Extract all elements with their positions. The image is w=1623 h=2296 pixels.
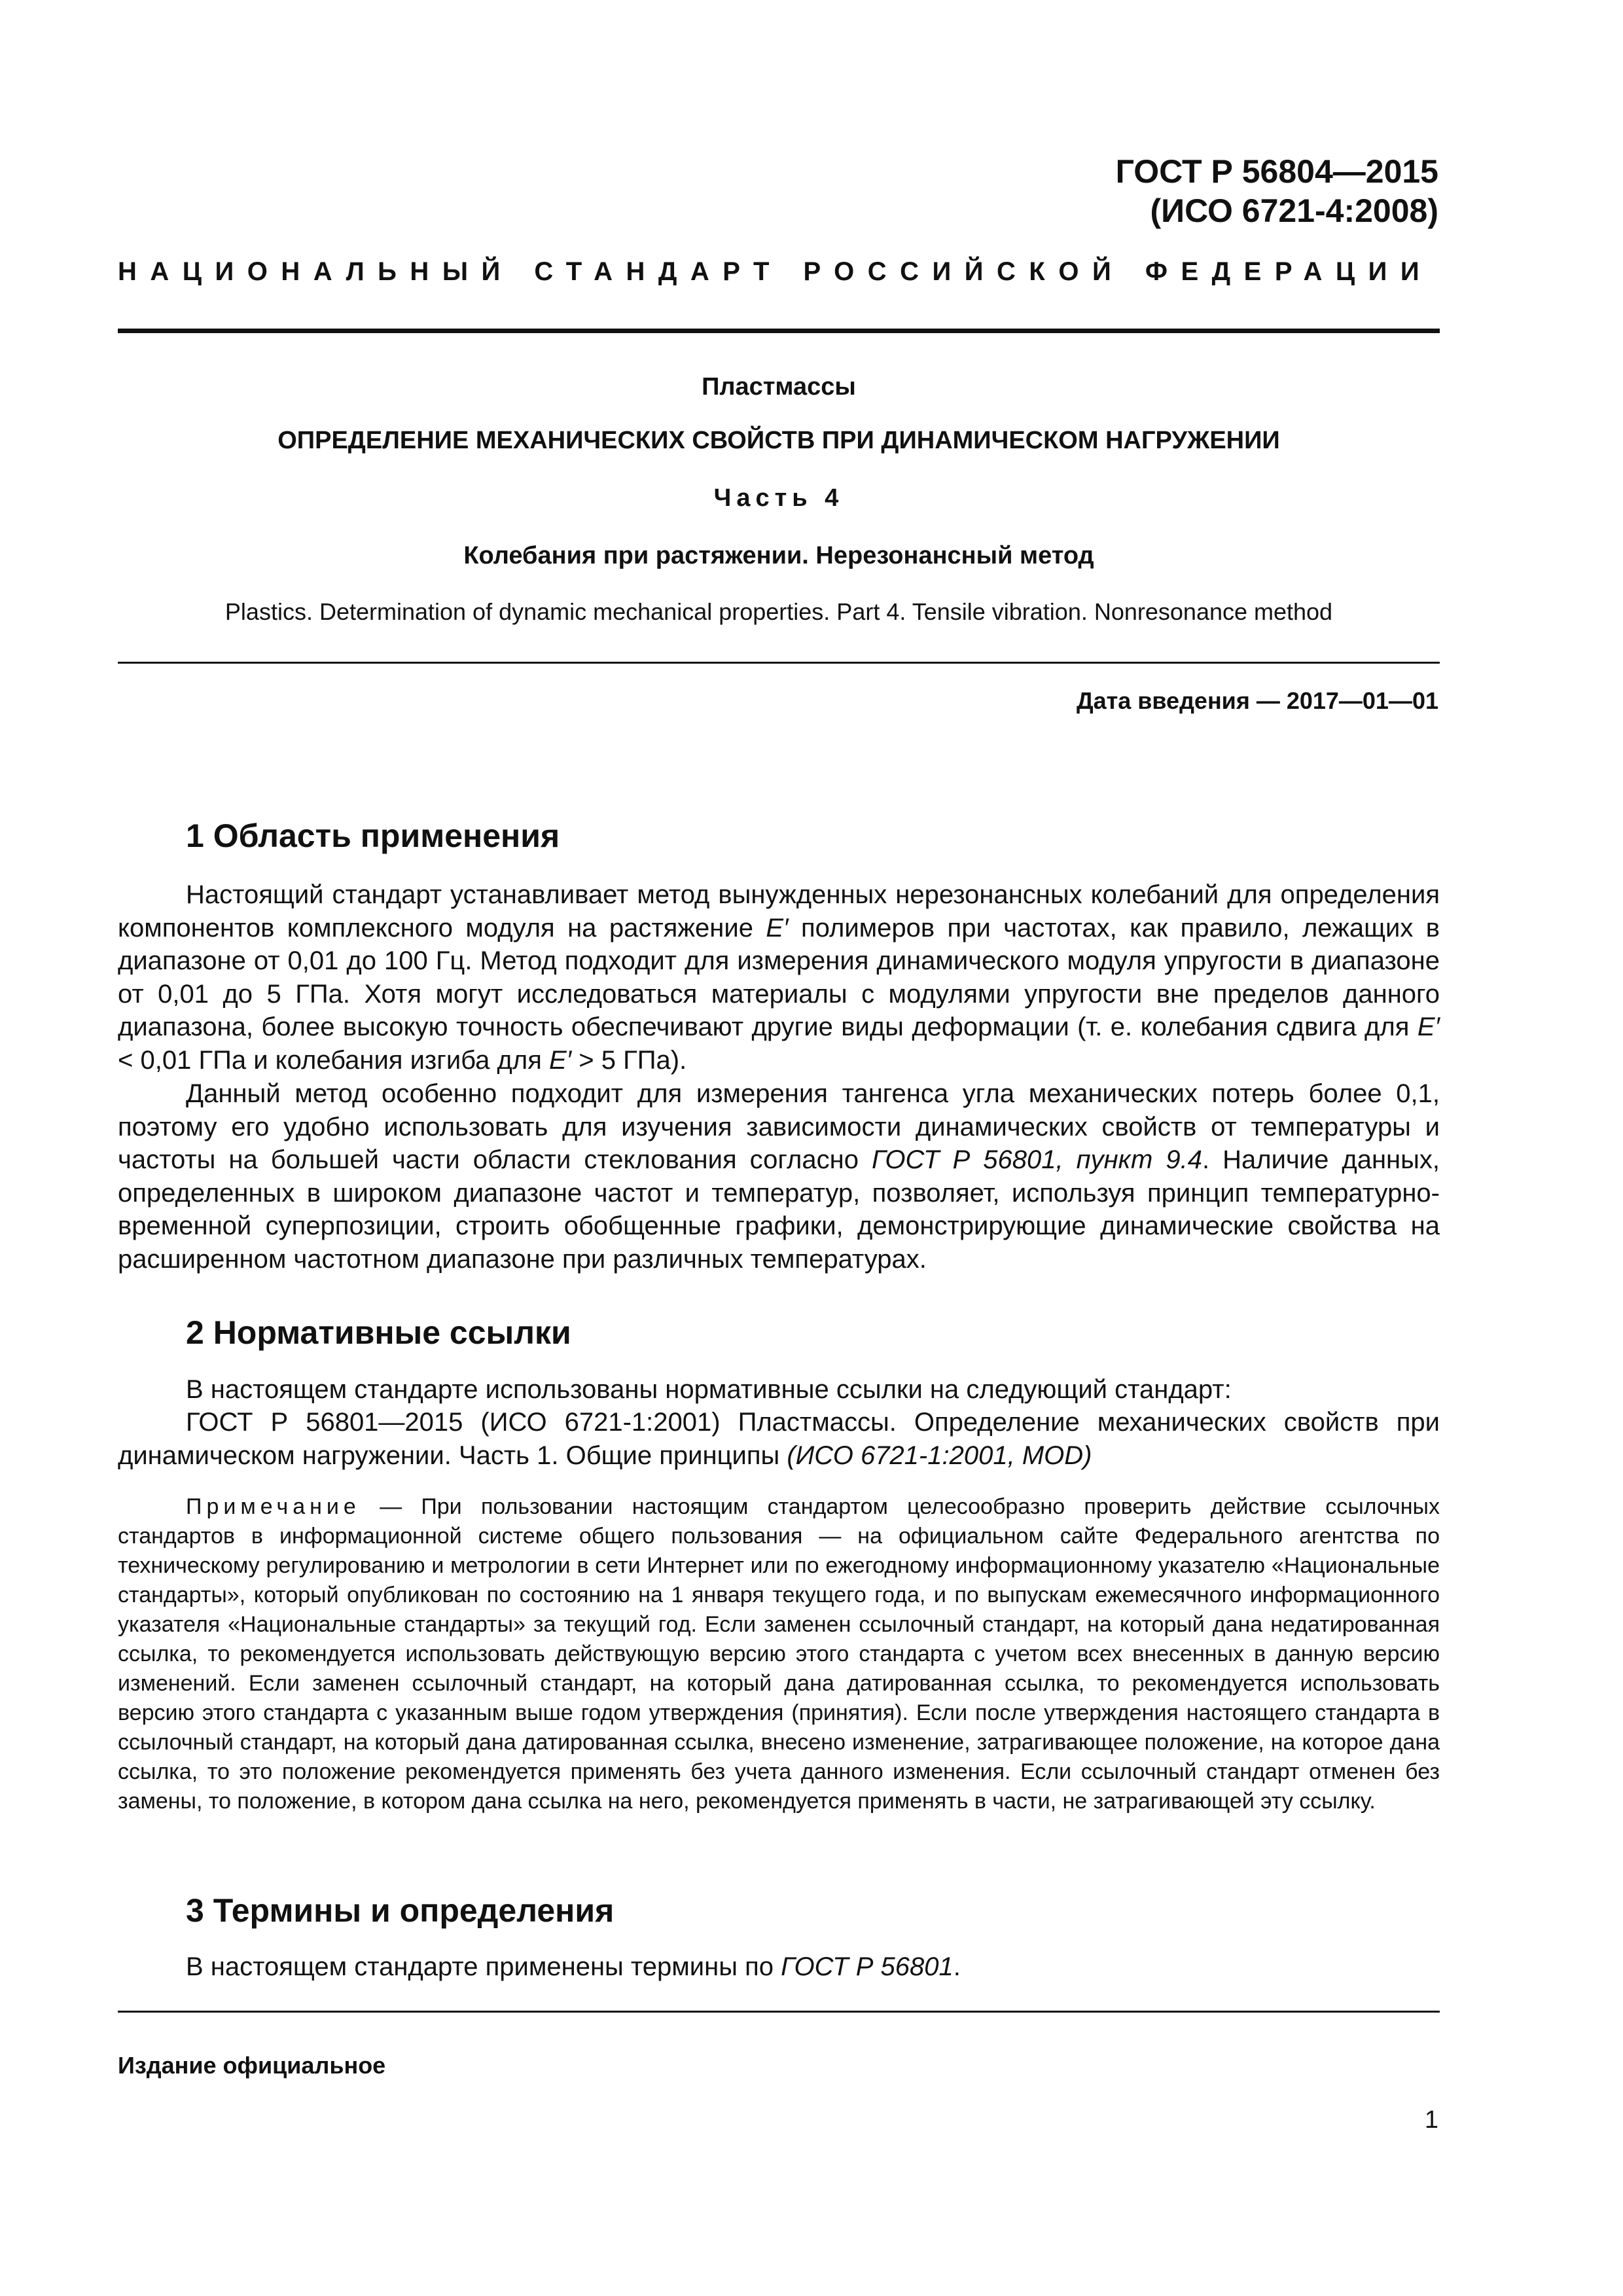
section-1-paragraph-2: Данный метод особенно подходит для измерения тангенса угла механических потерь более 0,1, поэтому его удобно использовать для изучения зависимости динамических свойств от температуры и частоты на большей части области стеклования согласно ГОСТ Р 56801, пункт 9.4. Наличие данных, определенных в широком диапазоне частот и температур, позволяет, используя принцип температурно-временной суперпозиции, строить обобщенные графики, демонстрирующие динамические свойства на расширенном частотном диапазоне при различных температурах.	[118, 1079, 1440, 1274]
section-2-paragraph-1: В настоящем стандарте использованы нормативные ссылки на следующий стандарт:	[186, 1375, 1232, 1404]
header-rule	[118, 329, 1440, 333]
section-2-paragraph-2: ГОСТ Р 56801—2015 (ИСО 6721-1:2001) Пластмассы. Определение механических свойств при динамическом нагружении. Часть 1. Общие принципы (ИСО 6721-1:2001, MOD)	[118, 1408, 1440, 1470]
title-main: ОПРЕДЕЛЕНИЕ МЕХАНИЧЕСКИХ СВОЙСТВ ПРИ ДИНАМИЧЕСКОМ НАГРУЖЕНИИ	[277, 427, 1280, 454]
modulus-symbol: E′	[766, 913, 789, 942]
official-edition: Издание официальное	[118, 2052, 386, 2079]
title-part: Часть 4	[713, 484, 844, 512]
note-label: Примечание	[186, 1494, 361, 1519]
modulus-symbol: E′	[548, 1045, 572, 1075]
section-2-heading: 2 Нормативные ссылки	[186, 1314, 571, 1351]
modulus-symbol: E′	[1417, 1013, 1440, 1041]
section-1-paragraph-1: Настоящий стандарт устанавливает метод вынужденных нерезонансных колебаний для определения компонентов комплексного модуля на растяжение E′ полимеров при частотах, как правило, лежащих в диапазоне от 0,01 до 100 Гц. Метод подходит для измерения динамического модуля упругости в диапазоне от 0,01 до 5 ГПа. Хотя могут исследоваться материалы с модулями упругости вне пределов данного диапазона, более высокую точность обеспечивают другие виды деформации (т. е. колебания сдвига для E′ < 0,01 ГПа и колебания изгиба для E′ > 5 ГПа).	[118, 880, 1440, 1075]
national-standard-title: НАЦИОНАЛЬНЫЙ СТАНДАРТ РОССИЙСКОЙ ФЕДЕРАЦИИ	[118, 257, 1433, 286]
title-subtitle: Колебания при растяжении. Нерезонансный метод	[463, 542, 1094, 569]
title-rule	[118, 662, 1440, 664]
section-2-note: Примечание — При пользовании настоящим стандартом целесообразно проверить действие ссылочных стандартов в информационной системе общего пользования — на официальном сайте Федерального агентства по техническому регулированию и метрологии в сети Интернет или по ежегодному информационному указателю «Национальные стандарты», который опубликован по состоянию на 1 января текущего года, и по выпускам ежемесячного информационного указателя «Национальные стандарты» за текущий год. Если заменен ссылочный стандарт, на который дана недатированная ссылка, то рекомендуется использовать действующую версию этого стандарта с учетом всех внесенных в данную версию изменений. Если заменен ссылочный стандарт, на который дана датированная ссылка, то рекомендуется использовать версию этого стандарта с указанным выше годом утверждения (принятия). Если после утверждения настоящего стандарта в ссылочный стандарт, на который дана датированная ссылка, внесено изменение, затрагивающее положение, на которое дана ссылка, то это положение рекомендуется применять без учета данного изменения. Если ссылочный стандарт отменен без замены, то положение, в котором дана ссылка на него, рекомендуется применять в части, не затрагивающей эту ссылку.	[118, 1494, 1440, 1814]
reference-link: ГОСТ Р 56801	[781, 1952, 954, 1981]
page-number: 1	[1424, 2106, 1438, 2134]
gost-code	[1116, 152, 1438, 230]
reference-link: (ИСО 6721-1:2001, MOD)	[787, 1441, 1092, 1470]
reference-link: ГОСТ Р 56801, пункт 9.4	[872, 1145, 1202, 1174]
intro-date: Дата введения — 2017—01—01	[1076, 687, 1438, 714]
title-subject: Пластмассы	[702, 373, 856, 401]
section-3-heading: 3 Термины и определения	[186, 1892, 615, 1929]
section-3-paragraph-1: В настоящем стандарте применены термины по ГОСТ Р 56801.	[186, 1952, 961, 1981]
title-english: Plastics. Determination of dynamic mechanical properties. Part 4. Tensile vibration. Nonresonance method	[224, 598, 1333, 625]
iso-number: (ИСО 6721-4:2008)	[1150, 192, 1438, 229]
section-1-heading: 1 Область применения	[186, 817, 560, 854]
gost-number: ГОСТ Р 56804—2015	[1115, 153, 1438, 190]
footer-rule	[118, 2011, 1440, 2013]
